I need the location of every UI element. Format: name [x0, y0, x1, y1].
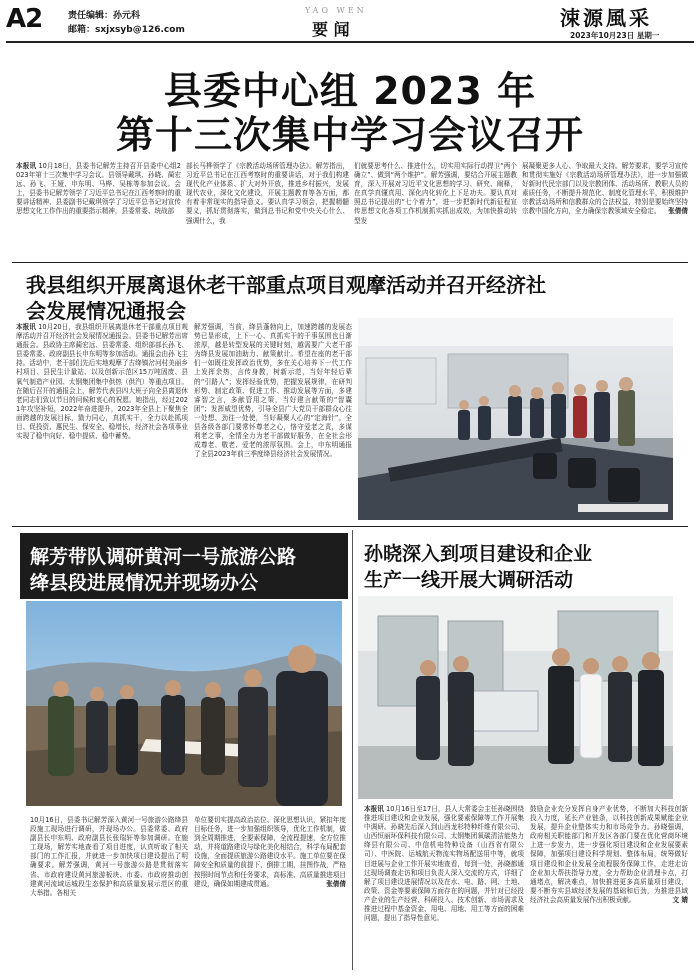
- factory-visit-photo: [358, 596, 673, 799]
- email-label: 邮箱：sxjxsyb@126.com: [68, 25, 185, 35]
- lead-article-col3: [354, 162, 517, 257]
- article4-text-col2: 鼓励企业充分发挥自身产业优势，不断加大科技创新投入力度，延长产业链条，以科技创新成果赋能企业发展，提升企业整体实力和市场竞争力。孙晓强调，政府相关职能部门和开发区各部门要在优化营商环境上进一步发力，进一步强化项目建设和企业发展要素保障，加强项目建设科学规划、整体布局，统筹做好项目建设和企业发展全流程服务保障工作，走进走访企业加大帮扶指导力度，全力帮助企业清理卡点，打通堵点，解决难点，加快推进更多高质量项目建设，要不断夯实县域经济发展的基础和后劲，为推进县域经济社会高质量发展作出积极贡献。: [530, 805, 688, 904]
- column-divider: [352, 530, 353, 970]
- meeting-photo: [358, 318, 673, 520]
- article4-col1: [364, 805, 524, 973]
- article4-lead-label: 本报讯: [364, 805, 384, 813]
- meeting-photo-image: [358, 318, 673, 520]
- lead-text-col2: 部长马桦领学了《宗教活动场所管理办法》。解芳指出，习近平总书记在江西考察时的重要讲话，对于我们构建现代化产业体系、扩大对外开放，推进乡村振兴，发展现代农业，深化文化建设，开展主题教育等各方面，都有着非常现实的指导意义。要认真学习领会，把握精髓要义，抓好贯彻落实，做到总书记和党中央关心什么、强调什么，我: [186, 162, 349, 225]
- lead-byline: 张倩倩: [668, 207, 688, 216]
- lead-headline-line2: 第十三次集中学习会议召开: [115, 113, 584, 157]
- article3-text-col1: 10月16日，县委书记解芳深入黄河一号旅游公路绛县段施工现场进行调研，并现场办公。县委常委、政府副县长申东明、政府副县长张瑞轩等参加调研。在施工现场，解芳实地查看了项目进度，认真听取了相关部门的工作汇报，并就进一步加快项目建设提出了明确要求。解芳强调，黄河一号旅游公路是贯彻落实省、市政府建设黄河旅游板块、市委、市政府推动创建黄河流域运城段生态保护和高质量发展示范区的重大举措。各相关: [30, 816, 188, 897]
- article3-text-col2: 单位要切实提高政治站位、深化思想认识，紧扣年度目标任务，进一步加强组织领导，优化工作机制，做到全周期推进，全要素保障，全流程提速，全方位推动，并将道路建设与绿化美化相结合，科学布局配套设施，全面提质旅游公路建设水平。施工单位要在保障安全和质量的前提下，倒排工期，挂图作战，严格按照时间节点和任务要求，高标准、高质量推进项目建设，确保如期建成贯通。: [194, 816, 346, 888]
- masthead-rule: [6, 41, 694, 43]
- article4-headline-line1: 孙晓深入到项目建设和企业: [364, 543, 593, 565]
- lead-text-col4: 展凝聚更多人心、争取最大支持。解芳要求，要学习宣传和贯彻实施好《宗教活动场所管理办法》，进一步加强做好新时代民宗部门以及宗教团体、活动场所、教职人员的素质任务，不断提升规范化、制度化管理水平，积极维护宗教活动场所和信教群众的合法权益，特别是要始终坚持宗教中国化方向，全力确保宗教领域安全稳定。: [522, 162, 688, 216]
- article3-headline-line2: 绛县段进展情况并现场办公: [30, 572, 259, 594]
- article2-headline-line1: 我县组织开展离退休老干部重点项目观摩活动并召开经济社: [26, 273, 546, 297]
- editor-label: 责任编辑：孙元科: [68, 11, 141, 21]
- page-number: A2: [6, 4, 43, 34]
- section-pinyin: YAO WEN: [305, 6, 367, 15]
- article4-byline: 文 婧: [672, 895, 688, 904]
- lead-text-col1: 10月18日，县委书记解芳主持召开县委中心组2023年第十三次集中学习会议。县领导戴琪、孙晓、蔺宏远、孙飞、王娅、申东明、马桦、吴栋等参加会议。会上，县委书记解芳领学了习近平总书记在江西考察时的重要讲话精神、县委副书记戴琪领学了习近平总书记对宣传思想文化工作作出的重要指示精神，县委常委、统战部: [16, 162, 181, 216]
- article3-headline-line1: 解芳带队调研黄河一号旅游公路: [30, 546, 297, 568]
- article2-headline-line2: 会发展情况通报会: [26, 299, 186, 323]
- section-title: 要 闻: [312, 20, 350, 39]
- lead-label: 本报讯: [16, 162, 37, 170]
- article3-col2: [194, 816, 346, 961]
- paper-name: 涑源風采: [560, 6, 652, 30]
- article2-text-col1: 10月20日，我县组织开展离退休老干部重点项目观摩活动并召开经济社会发展情况通报会。县委书记解芳出席通报会。县政协主席蔺宏远、县委常委、组织部部长孙飞、县委常委、政府副县长申东明等参加活动。通报会由孙飞主持。活动中，老干部们先后实地观摩了古绛镇岔河村美丽乡村项目、县民生计量站、以及创新示范区15万吨固废、县氧气制造产业园、太钢集团集中供热（供汽）等重点项目。在随后召开的通报会上，解芳代表县四大班子向全县离退休老同志们致以节日的问候和衷心的祝愿。她指出，经过2021年攻坚补短，2022年奋进提升，2023年全县上下聚焦全面跨越的发展目标，勠力同心，真抓实干，全力以赴抓项目、促投资、惠民生、保安全、稳增长，经济社会各项事业实现了稳中向好、稳中提质、稳中蓄势。: [16, 323, 188, 441]
- lead-article-col2: [186, 162, 349, 257]
- divider-2: [12, 526, 688, 527]
- divider-1: [12, 262, 688, 263]
- road-inspection-photo: [26, 601, 342, 806]
- issue-date: 2023年10月23日 星期一: [570, 31, 660, 40]
- article4-headline-line2: 生产一线开展大调研活动: [364, 569, 574, 591]
- lead-article-col4: [522, 162, 688, 257]
- article2-text-col2: 解芳强调，当前，绛县蓬勃向上，加速跨越的发展态势已显形成，上下一心、真抓实干的干事氛围也日渐浓厚，越是转型发展的关键时刻，越需要广大老干部为绛县发展加油助力、献策献计。希望在座的老干部们一如既往发挥政治优势，多在关心培养下一代工作上发挥余热，言传身教，树新示范，当好年轻后辈的“引路人”；发挥经验优势，把握发展规律，在研判形势、制定政策、促进工作、推动发展等方面，多建睿智之言，多献管用之策，当好建言献策的“智囊团”；发挥威望优势，引导全县广大党员干部群众心往一处想、劲往一处使，当好凝聚人心的“定海针”。全县各级各部门要常怀尊老之心，恪守爱老之责，多谋利老之事，全情全力为老干部做好服务，在全社会形成尊老、敬老、爱老的浓厚氛围。会上，申东明通报了全县2023年前三季度绛县经济社会发展情况。: [194, 323, 352, 459]
- factory-visit-photo-image: [358, 596, 673, 799]
- article2-col2: [194, 323, 352, 520]
- article3-byline: 张倩倩: [326, 879, 346, 888]
- article2-col1: [16, 323, 188, 520]
- article2-lead-label: 本报讯: [16, 323, 36, 331]
- article3-col1: [30, 816, 188, 961]
- article4-col2: [530, 805, 688, 973]
- article4-text-col1: 10月16日至17日，县人大常委会主任孙晓围绕推进项目建设和企业发展，强化要素保障等工作开展集中调研。孙晓先后深入到山西龙杉特种纤维有限公司、山西恒丽环保科技有限公司、太钢集团氧碳清洁能热力绛县有限公司、中信机电特种设备（山西省有限公司）、中医院、运城航天物流实物场配送用中等，就项目进展与企业工作开展实地查看，每到一处，孙晓都通过现场调查走访和项目负责人深入交流的方式，详细了解了项目建设进展情况以及在水、电、路、网、土地、政策、资金等要素保障方面存在的问题，并针对已经投产企业的生产经营、科研投入、技术创新、市场需求及推进过程中基金资金、用电、用地、用工等方面的困难问题，提出了指导性意见。: [364, 805, 524, 923]
- lead-text-col3: 们就要思考什么、推进什么，切实用实际行动捍卫“两个确立”、做到“两个维护”。解芳强调，要结合开展主题教育，深入开展对习近平文化思想的学习、研究、阐释，在真学真懂真用、深化内化转化上下足功夫。要认真对照总书记提出的“七个着力”，进一步把新时代新征程宣传思想文化各项工作机制抓实抓出成效，为加快推动转型发: [354, 162, 517, 225]
- road-inspection-photo-image: [26, 601, 342, 806]
- lead-article-col1: [16, 162, 181, 257]
- lead-headline-line1: 县委中心组 2023 年: [163, 69, 537, 113]
